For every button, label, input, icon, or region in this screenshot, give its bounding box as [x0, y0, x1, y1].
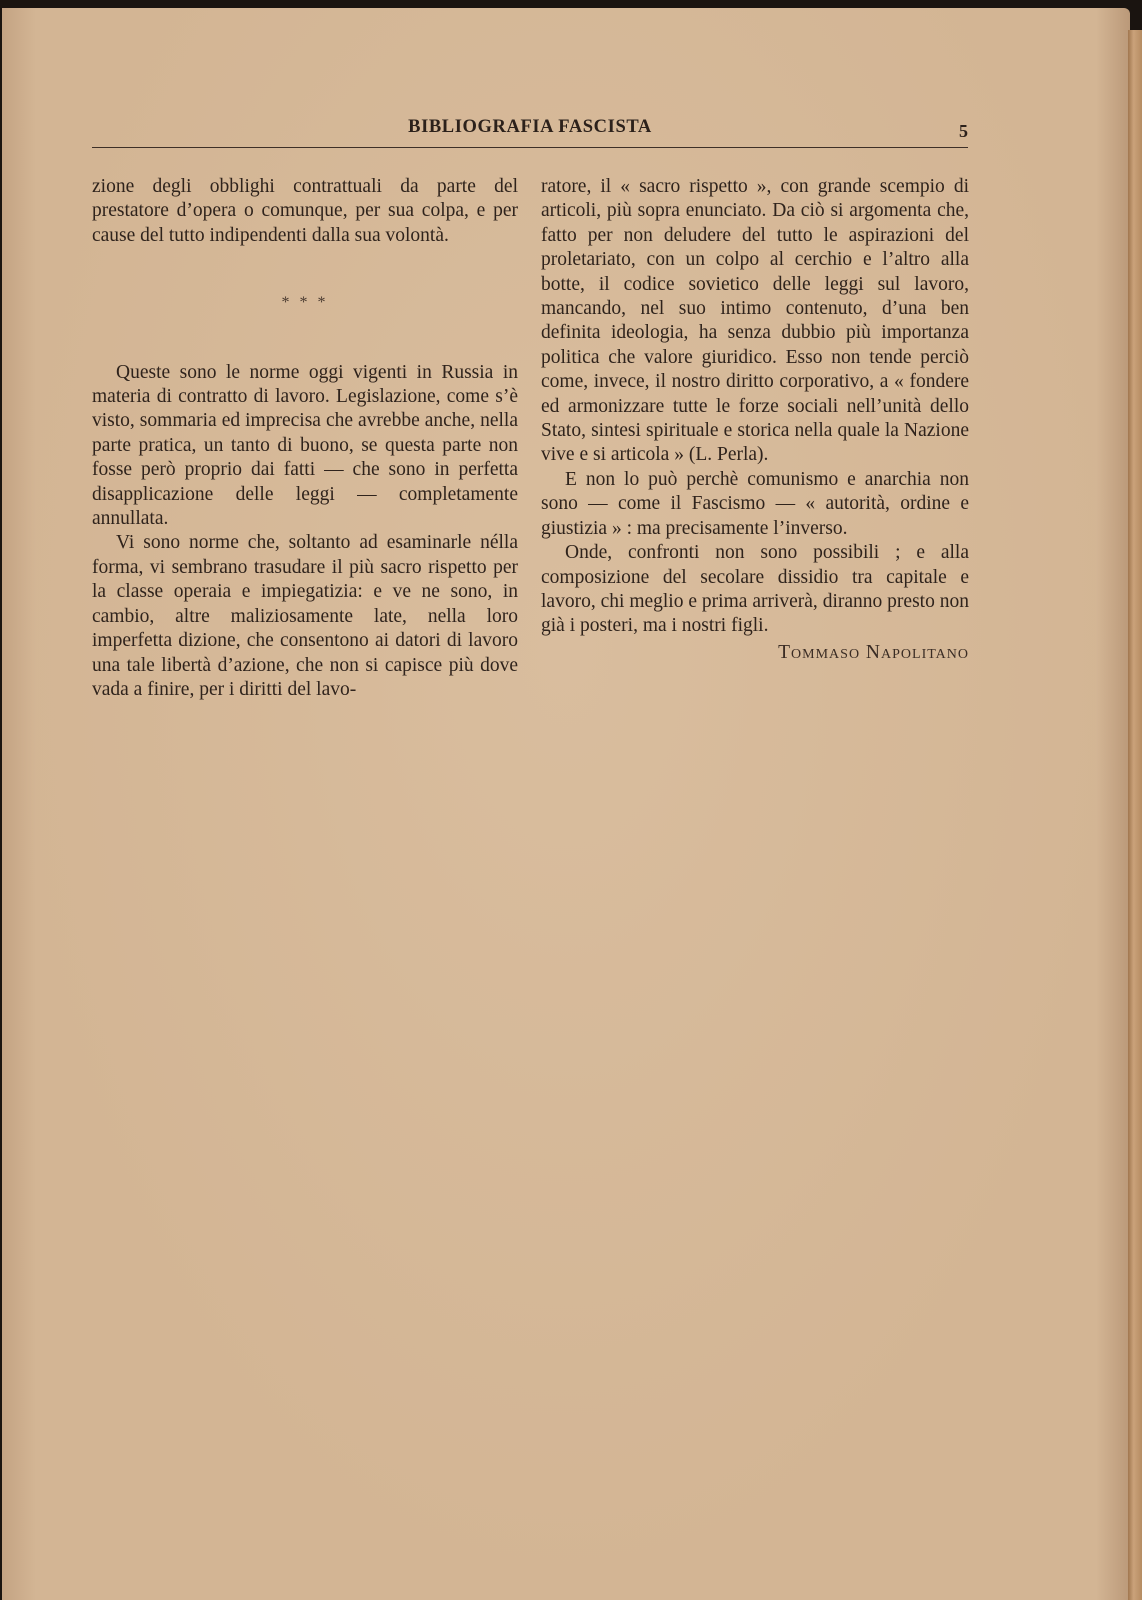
section-separator: * * *	[281, 294, 329, 312]
author-signature: Tommaso Napolitano	[778, 641, 969, 663]
book-edge	[1128, 30, 1142, 1600]
paragraph: Queste sono le norme oggi vigenti in Russia in materia di contratto di lavoro. Legislazione, come s’è visto, sommaria ed imprecisa che avrebbe anche, nella parte pratica, un tanto di buono, se questa parte non fosse però proprio dai fatti — che sono in perfetta disapplicazione delle leggi — completamente annullata.	[92, 361, 518, 530]
paragraph: ratore, il « sacro rispetto », con grande scempio di articoli, più sopra enunciato. Da ciò si argomenta che, fatto per non deludere del tutto le aspirazioni del proletariato, con un colpo al cerchio e l’altro alla botte, il codice sovietico delle leggi sul lavoro, mancando, nel suo intimo contenuto, d’una ben definita ideologia, ha senza dubbio più importanza politica che valore giuridico. Esso non tende perciò come, invece, il nostro diritto corporativo, a « fondere ed armonizzare tutte le forze sociali nell’unità dello Stato, sintesi spirituale e storica nella quale la Nazione vive e si articola » (L. Perla).	[541, 176, 969, 466]
page-number: 5	[959, 121, 968, 141]
paragraph: Vi sono norme che, soltanto ad esaminarle nélla forma, vi sembrano trasudare il più sacro rispetto per la classe operaia e impiegatizia: e ve ne sono, in cambio, altre maliziosamente late, nella loro imperfetta dizione, che consentono ai datori di lavoro una tale libertà d’azione, che non si capisce più dove vada a finire, per i diritti del lavo-	[92, 532, 518, 700]
continued-paragraph: zione degli obblighi contrattuali da parte del prestatore d’opera o comunque, per sua colpa, e per cause del tutto indipendenti dalla sua volontà.	[92, 176, 518, 246]
journal-title: BIBLIOGRAFIA FASCISTA	[408, 117, 652, 137]
left-column	[92, 175, 518, 702]
right-column	[541, 175, 969, 665]
paragraph: Onde, confronti non sono possibili ; e alla composizione del secolare dissidio tra capitale e lavoro, chi meglio e prima arriverà, diranno presto non già i posteri, ma i nostri figli.	[541, 542, 969, 637]
running-header	[92, 117, 968, 148]
paragraph: E non lo può perchè comunismo e anarchia non sono — come il Fascismo — « autorità, ordine e giustizia » : ma precisamente l’inverso.	[541, 468, 969, 539]
